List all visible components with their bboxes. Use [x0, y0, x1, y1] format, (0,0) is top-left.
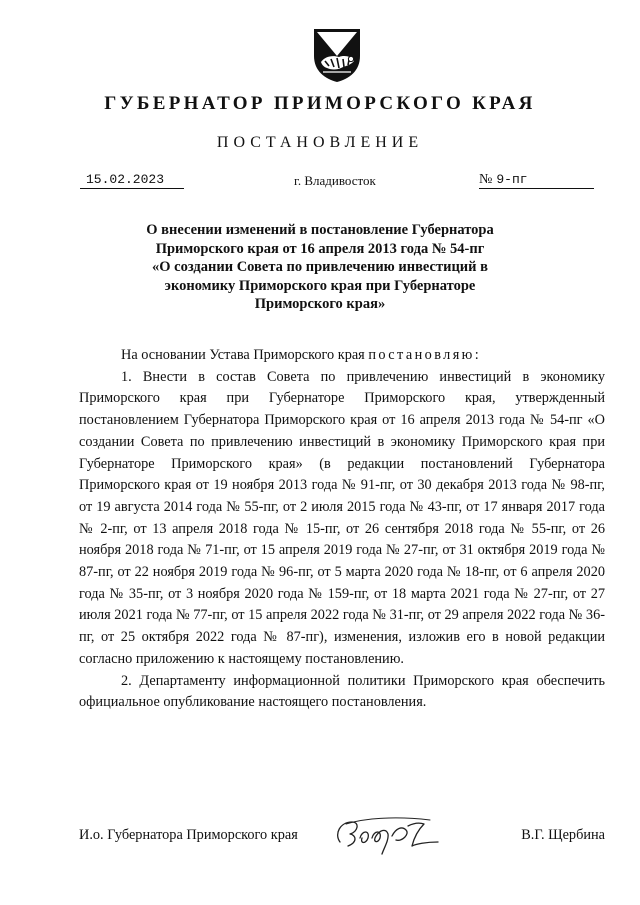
heading-line: Приморского края от 16 апреля 2013 года № 54-пг — [155, 240, 485, 257]
heading-line: экономику Приморского края при Губернаторе — [164, 277, 476, 294]
intro-decree-word: постановляю: — [368, 347, 482, 363]
signatory-position: И.о. Губернатора Приморского края — [79, 827, 298, 843]
doc-type: ПОСТАНОВЛЕНИЕ — [216, 134, 424, 151]
intro-lead: На основании Устава Приморского края — [121, 347, 365, 363]
heading-line: Приморского края» — [254, 296, 386, 313]
handwritten-signature-icon — [326, 808, 452, 858]
heading-line: «О создании Совета по привлечению инвестиций в — [152, 259, 488, 276]
item-2-paragraph: 2. Департаменту информационной политики Приморского края обеспечить официальное опубликование настоящего постановления. — [79, 672, 605, 711]
decree-number-field — [479, 172, 594, 189]
decree-city: г. Владивосток — [294, 173, 376, 188]
item-1-paragraph: 1. Внести в состав Совета по привлечению инвестиций в экономику Приморского края при Губернаторе Приморского края, утвержденный постановлением Губернатора Приморского края от 16 апреля 2013 года № 54-пг «О создании Совета по привлечению инвестиций в экономику Приморского края при Губернаторе Приморского края» (в редакции постановлений Губернатора Приморского края от 19 ноября 2013 года № 91-пг, от 30 декабря 2013 года № 98-пг, от 19 августа 2014 года № 55-пг, от 2 июля 2015 года № 43-пг, от 17 января 2017 года № 2-пг, от 13 апреля 2018 года № 15-пг, от 26 сентября 2018 года № 55-пг, от 26 ноября 2018 года № 71-пг, от 15 апреля 2019 года № 27-пг, от 31 октября 2019 года № 87-пг, от 22 ноября 2019 года № 96-пг, от 5 марта 2020 года № 18-пг, от 6 апреля 2020 года № 35-пг, от 3 ноября 2020 года № 159-пг, от 18 марта 2021 года № 27-пг, от 27 июля 2021 года № 77-пг, от 15 апреля 2022 года № 31-пг, от 29 апреля 2022 года № 36-пг, от 25 октября 2022 года № 87-пг), изменения, изложив его в новой редакции согласно приложению к настоящему постановлению. — [79, 368, 605, 667]
coat-of-arms-tiger-icon — [311, 26, 363, 84]
doc-heading — [100, 221, 540, 314]
decree-body — [79, 345, 605, 714]
decree-number: 9-пг — [496, 172, 528, 187]
number-sign: № — [479, 172, 493, 187]
signatory-name: В.Г. Щербина — [521, 827, 605, 843]
intro-paragraph — [79, 345, 605, 367]
org-title: ГУБЕРНАТОР ПРИМОРСКОГО КРАЯ — [104, 93, 536, 114]
decree-date: 15.02.2023 — [80, 172, 184, 189]
heading-line: О внесении изменений в постановление Губернатора — [146, 222, 494, 238]
